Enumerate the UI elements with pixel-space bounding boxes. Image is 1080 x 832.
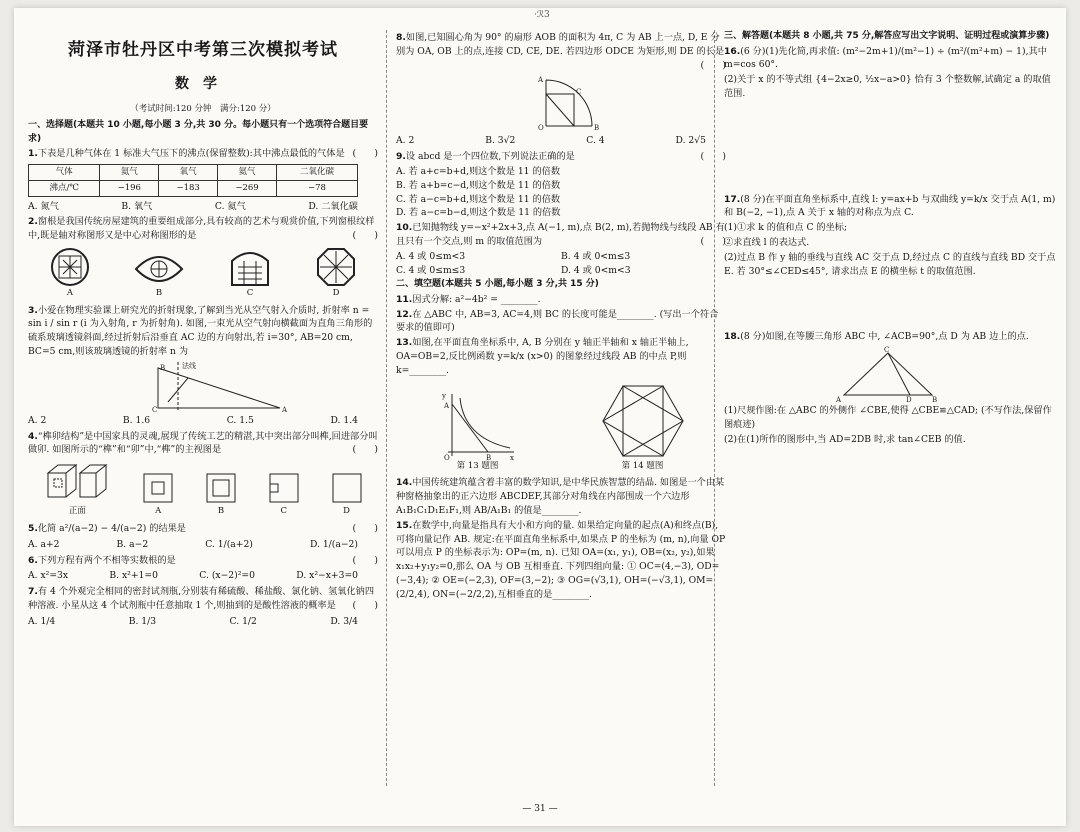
- q14-figure: 第 14 题图: [601, 382, 685, 473]
- sector-figure: [396, 72, 726, 132]
- question-8: 8.如图,已知圆心角为 90° 的扇形 AOB 的面积为 4π, C 为 AB 上一点, D, E 分别为 OA, OB 上的点,连接 CD, CE, DE. 若四边形 ODCE 为矩形,则 DE 的长是 ( ): [396, 32, 726, 71]
- question-10: 10.已知抛物线 y=−x²+2x+3,点 A(−1, m),点 B(2, m),若抛物线与线段 AB 有且只有一个交点,则 m 的取值范围为 ( ): [396, 222, 726, 247]
- question-11: 11.因式分解: a²−4b² = ________.: [396, 293, 541, 305]
- svg-text:O: O: [538, 124, 544, 133]
- question-16: 16.(6 分)(1)先化简,再求值: (m²−2m+1)/(m²−1) ÷ (m²/(m²+m) − 1),其中 m=cos 60°.: [724, 45, 1047, 71]
- svg-text:D: D: [906, 396, 912, 404]
- exam-subject: 数学: [175, 75, 231, 92]
- svg-text:C: C: [576, 88, 582, 97]
- exam-title: 菏泽市牡丹区中考第三次模拟考试: [68, 40, 338, 60]
- q9-option-a: A. 若 a+c=b+d,则这个数是 11 的倍数: [396, 165, 561, 177]
- isosceles-triangle-figure: [724, 345, 1054, 403]
- q8-options: A. 2 B. 3√2 C. 4 D. 2√5: [396, 135, 706, 147]
- q5-options: A. a+2 B. a−2 C. 1/(a+2) D. 1/(a−2): [28, 538, 358, 550]
- mortise-figures: [28, 461, 378, 518]
- octagon-pattern-icon: [316, 247, 356, 287]
- svg-text:B: B: [932, 396, 938, 404]
- option-c-view: C: [267, 471, 301, 518]
- question-7: 7.有 4 个外观完全相同的密封试剂瓶,分别装有稀硫酸、稀盐酸、氯化钠、氢氧化钠四种溶液. 小星从这 4 个试剂瓶中任意抽取 1 个,则抽到的是酸性溶液的概率是 ( ): [28, 586, 378, 611]
- exam-meta: （考试时间:120 分钟 满分:120 分）: [130, 103, 276, 114]
- mortise-model: 正面: [42, 461, 112, 518]
- page-number: — 31 —: [522, 804, 558, 814]
- question-3: 3.小爱在物理实验课上研究光的折射现象,了解到当光从空气射入介质时, 折射率 n = sin i / sin r (i 为入射角, r 为折射角). 如图,一束光从空气射向横截面为直角三角形的硫系玻璃透镜斜面,经过折射后沿垂直 AC 边的方向射出,若 i=30°, AB=20 cm, BC=5 cm,则该玻璃透镜的折射率 n 为: [28, 304, 373, 358]
- q13-q14-figures: [396, 382, 726, 473]
- column-1: [28, 30, 378, 796]
- q13-figure: y x A B O 第 13 题图: [438, 390, 518, 473]
- svg-text:A: A: [443, 401, 449, 410]
- question-13: 13.如图,在平面直角坐标系中, A, B 分别在 y 轴正半轴和 x 轴正半轴上, OA=OB=2,反比例函数 y=k/x (x>0) 的图象经过线段 AB 的中点 P,则 k=________.: [396, 337, 689, 376]
- svg-text:C: C: [152, 405, 158, 412]
- q10-options: A. 4 或 0≤m<3 B. 4 或 0<m≤3 C. 4 或 0≤m≤3 D. 4 或 0<m<3: [396, 250, 631, 276]
- square-view-icon: [267, 471, 301, 505]
- question-12: 12.在 △ABC 中, AB=3, AC=4,则 BC 的长度可能是________. (写出一个符合要求的值即可): [396, 308, 719, 334]
- q6-options: A. x²=3x B. x²+1=0 C. (x−2)²=0 D. x²−x+3=0: [28, 570, 358, 582]
- section-answer-heading: 三、解答题(本题共 8 小题,共 75 分,解答应写出文字说明、证明过程或演算步骤): [724, 31, 1050, 41]
- square-view-icon: [330, 471, 364, 505]
- question-4: 4.“榫卯结构”是中国家具的灵魂,展现了传统工艺的精湛,其中突出部分叫榫,回进部分叫做卯. 如图所示的“榫”和“卯”中,“榫”的主视图是 ( ): [28, 430, 378, 456]
- svg-text:B: B: [160, 363, 166, 372]
- question-14: 14.中国传统建筑蕴含着丰富的数学知识,是中华民族智慧的结晶. 如图是一个由某种窗格抽象出的正六边形 ABCDEF,其部分对角线在内部围成一个六边形 A₁B₁C₁D₁E₁F₁,则 AB/A₁B₁ 的值是________.: [396, 477, 725, 516]
- svg-text:x: x: [509, 453, 514, 460]
- question-2: 2.窗根是我国传统房屋建筑的重要组成部分,具有较高的艺术与观赏价值,下列窗根纹样中,既是轴对称图形又是中心对称图形的是 ( ): [28, 216, 378, 242]
- svg-text:y: y: [441, 391, 446, 400]
- column-divider: [386, 30, 387, 786]
- question-18-p2: (2)在(1)所作的图形中,当 AD=2DB 时,求 tan∠CEB 的值.: [724, 433, 966, 445]
- section-choice-heading: 一、选择题(本题共 10 小题,每小题 3 分,共 30 分。每小题只有一个选项符合题目要求): [28, 120, 369, 144]
- mortise-cube-icon: [42, 461, 112, 505]
- svg-text:法线: 法线: [182, 361, 196, 370]
- svg-text:A: A: [282, 405, 288, 412]
- question-5: 5.化简 a²/(a−2) − 4/(a−2) 的结果是 ( ): [28, 523, 378, 535]
- square-view-icon: [204, 471, 238, 505]
- page-top-mark: ·ℛ3: [534, 10, 550, 20]
- svg-text:A: A: [538, 76, 544, 85]
- window-patterns: [28, 247, 378, 300]
- svg-text:A: A: [836, 396, 842, 404]
- pattern-a: A: [50, 247, 90, 300]
- hexagon-figure: [601, 382, 685, 460]
- option-a-view: A: [141, 471, 175, 518]
- pattern-c: C: [228, 247, 272, 300]
- question-18-p1: (1)尺规作图:在 △ABC 的外侧作 ∠CBE,使得 △CBE≌△CAD; (不写作法,保留作图痕迹): [724, 405, 1052, 431]
- svg-text:O: O: [443, 453, 450, 460]
- svg-text:B: B: [594, 124, 600, 133]
- circle-pattern-icon: [50, 247, 90, 287]
- question-17-p3: (2)过点 B 作 y 轴的垂线与直线 AC 交于点 D,经过点 C 的直线与直线 BD 交于点 E. 若 30°≤∠CED≤45°, 请求出点 E 的横坐标 t 的取值范围.: [724, 251, 1056, 277]
- eye-pattern-icon: [134, 251, 184, 287]
- question-1: 1.下表是几种气体在 1 标准大气压下的沸点(保留整数):其中沸点最低的气体是 ( ): [28, 148, 378, 160]
- question-16-part2: (2)关于 x 的不等式组 {4−2x≥0, ½x−a>0} 恰有 3 个整数解,试确定 a 的取值范围.: [724, 74, 1051, 99]
- question-9: 9.设 abcd 是一个四位数,下列说法正确的是 ( ): [396, 151, 726, 163]
- q9-option-c: C. 若 a−c=b+d,则这个数是 11 的倍数: [396, 193, 561, 205]
- q9-option-d: D. 若 a−c=b−d,则这个数是 11 的倍数: [396, 207, 561, 219]
- refraction-figure: [28, 360, 358, 412]
- option-b-view: B: [204, 471, 238, 518]
- question-15: 15.在数学中,向量是指具有大小和方向的量. 如果给定向量的起点(A)和终点(B),可将向量记作 AB. 规定:在平面直角坐标系中,如果点 P 的坐标为 (m, n),向量 OP 可以用点 P 的坐标表示为: OP=(m, n). 已知 OA=(x₁, y₁), OB=(x₂, y₂),如果 x₁x₂+y₁y₂=0,那么 OA 与 OB 互相垂直. 下列四组向量: ① OC=(4,−3), OD=(−3,4); ② OE=(−2,3), OF=(3,−2); ③ OG=(√3,1), OH=(−√3,1), OM=(2/2,4), ON=(−2/2,2),互相垂直的是________.: [396, 519, 726, 600]
- pattern-b: B: [134, 251, 184, 300]
- q3-options: A. 2 B. 1.6 C. 1.5 D. 1.4: [28, 414, 358, 426]
- boiling-point-table: 气体 氦气 氧气 氦气 二氧化碳 沸点/℃ −196 −183 −269 −78: [28, 164, 358, 197]
- pattern-d: D: [316, 247, 356, 300]
- column-3: [724, 30, 1056, 796]
- q7-options: A. 1/4 B. 1/3 C. 1/2 D. 3/4: [28, 615, 358, 627]
- exam-page: [14, 8, 1066, 826]
- svg-text:B: B: [485, 453, 491, 460]
- section-fill-heading: 二、填空题(本题共 5 小题,每小题 3 分,共 15 分): [396, 279, 599, 290]
- question-17-p2: ②求直线 l 的表达式.: [724, 237, 810, 249]
- hyperbola-graph: [438, 390, 518, 460]
- option-d-view: D: [330, 471, 364, 518]
- fan-pattern-icon: [228, 247, 272, 287]
- question-6: 6.下列方程有两个不相等实数根的是 ( ): [28, 554, 378, 566]
- column-2: [396, 30, 726, 796]
- question-17-p1: (1)①求 k 的值和点 C 的坐标;: [724, 222, 848, 234]
- question-17: 17.(8 分)在平面直角坐标系中,直线 l: y=ax+b 与双曲线 y=k/x 交于点 A(1, m) 和 B(−2, −1),点 A 关于 x 轴的对称点为点 C.: [724, 193, 1056, 219]
- svg-text:C: C: [884, 346, 890, 355]
- question-18: 18.(8 分)如图,在等腰三角形 ABC 中, ∠ACB=90°,点 D 为 AB 边上的点.: [724, 331, 1029, 343]
- q1-options: A. 氮气 B. 氧气 C. 氦气 D. 二氧化碳: [28, 200, 358, 212]
- square-view-icon: [141, 471, 175, 505]
- q9-option-b: B. 若 a+b=c−d,则这个数是 11 的倍数: [396, 179, 561, 191]
